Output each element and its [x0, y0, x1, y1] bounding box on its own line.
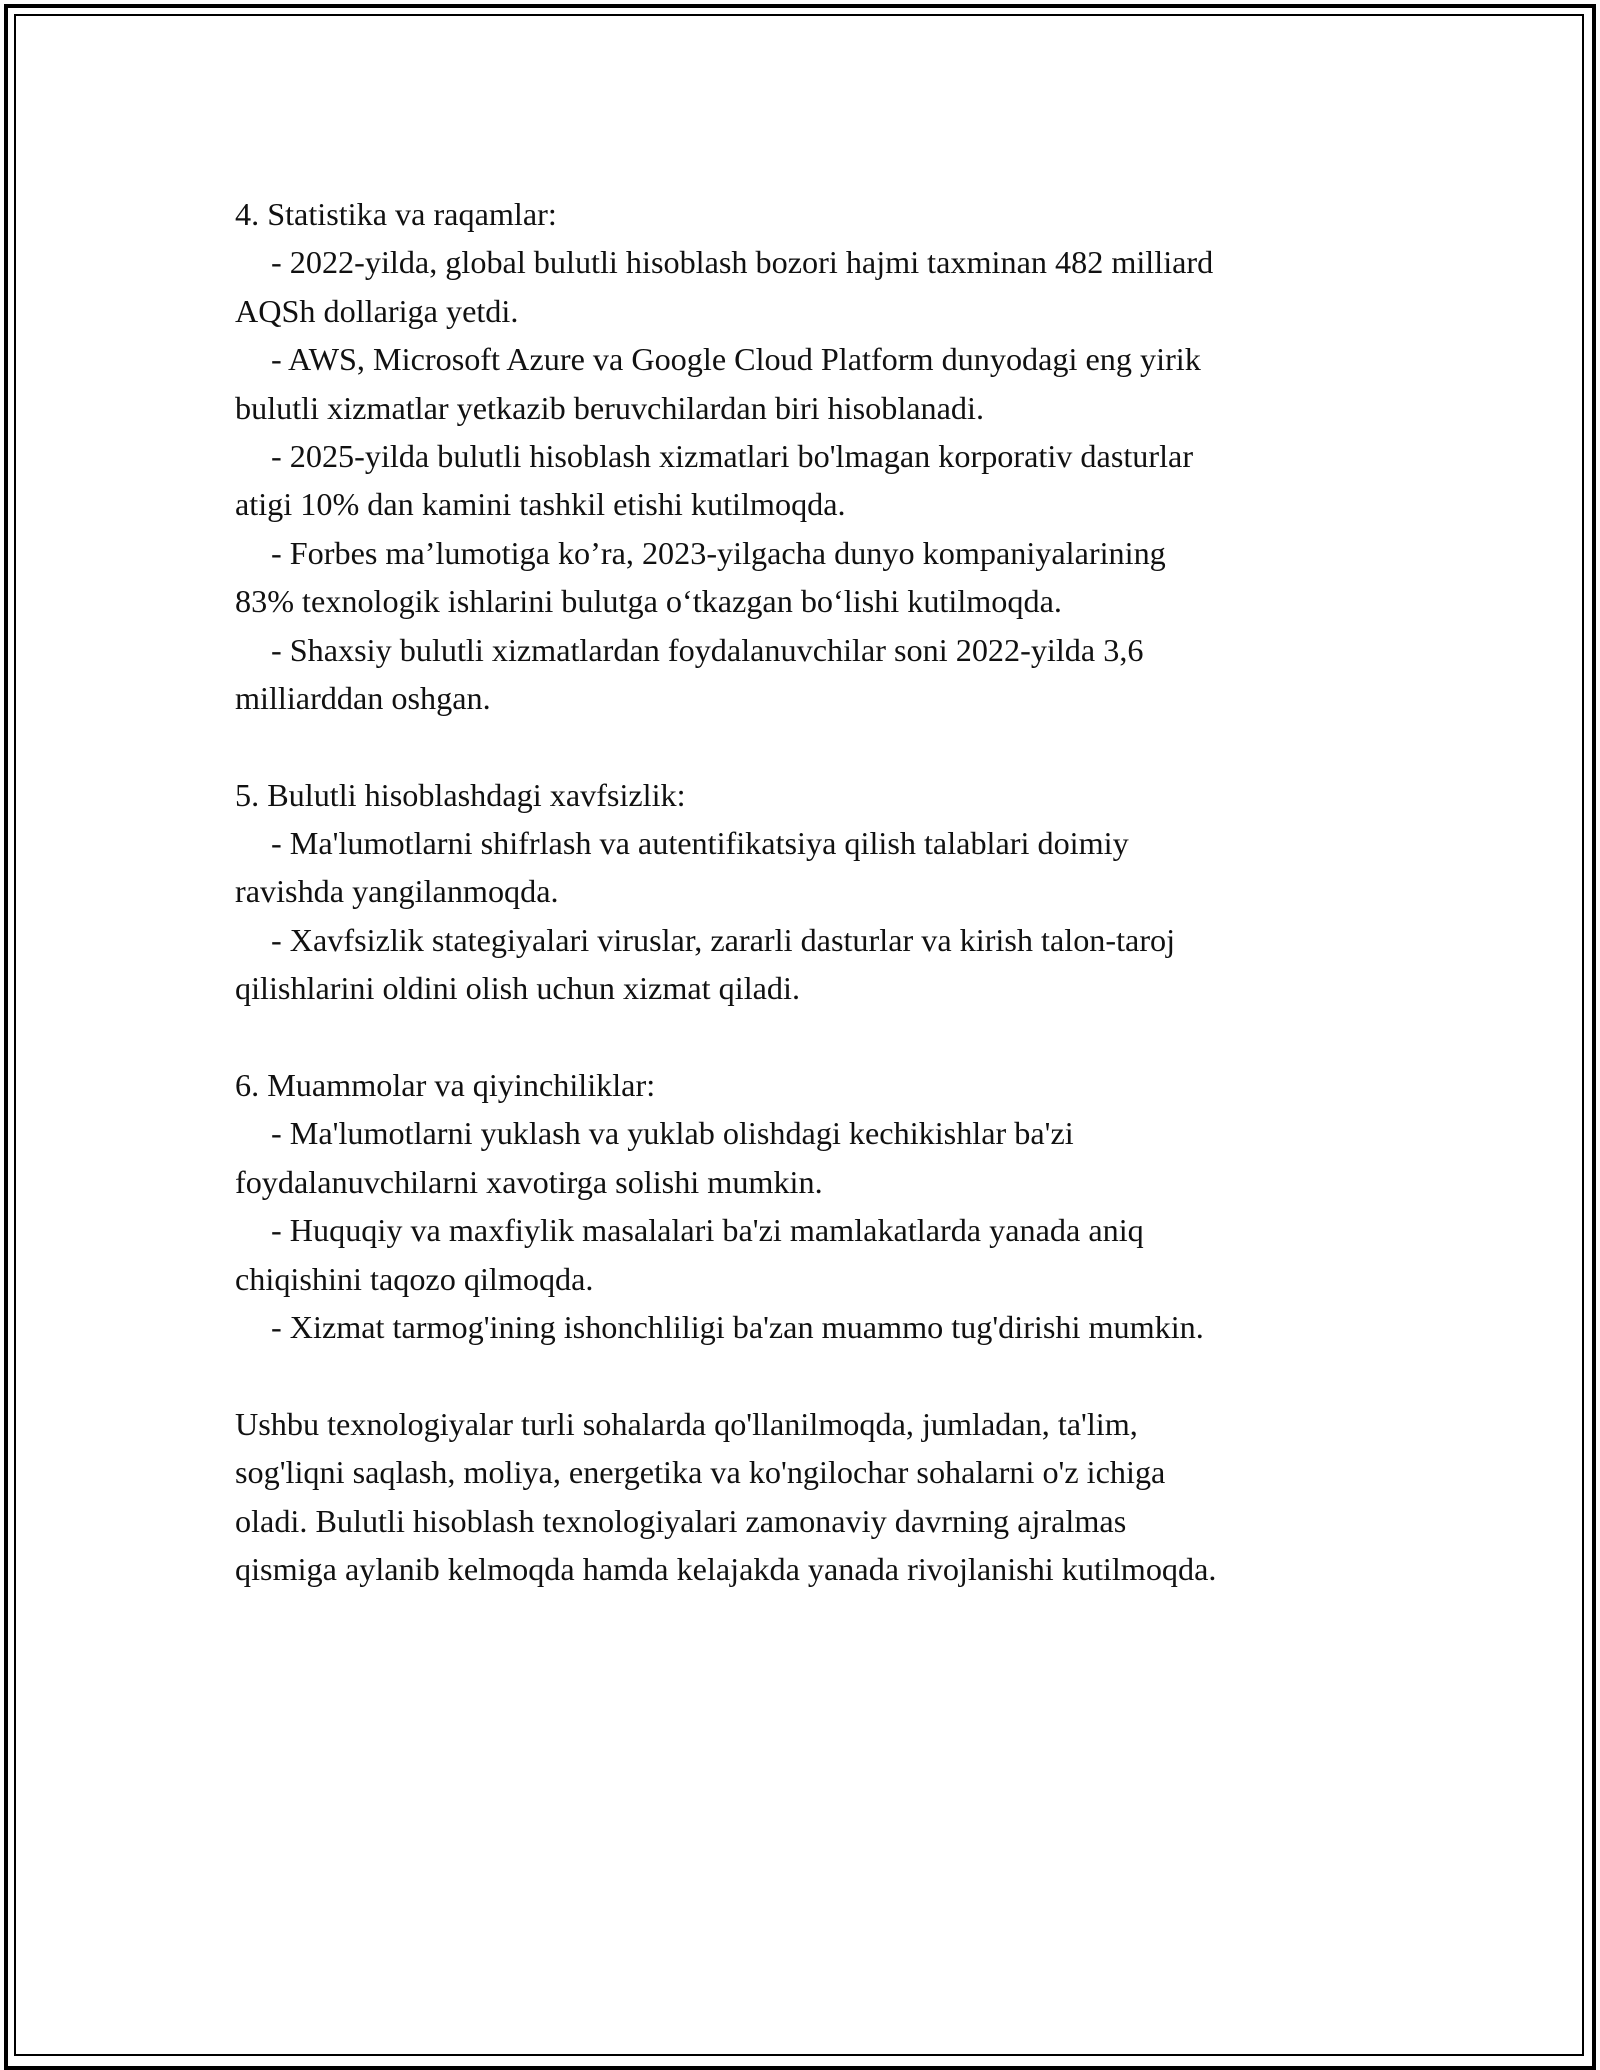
section-heading: 4. Statistika va raqamlar: — [235, 196, 557, 232]
bullet-line: - Forbes ma’lumotiga ko’ra, 2023-yilgacha dunyo kompaniyalarining — [271, 534, 1166, 571]
conclusion-line: sog'liqni saqlash, moliya, energetika va ko'ngilochar sohalarni o'z ichiga — [235, 1454, 1166, 1491]
bullet-line: - Ma'lumotlarni yuklash va yuklab olishdagi kechikishlar ba'zi — [271, 1115, 1074, 1152]
text-line: AQSh dollariga yetdi. — [235, 292, 519, 329]
text-line: bulutli xizmatlar yetkazib beruvchilardan biri hisoblanadi. — [235, 389, 985, 426]
text-line: chiqishini taqozo qilmoqda. — [235, 1260, 594, 1297]
blank-line — [235, 1013, 1385, 1061]
text-line: qilishlarini oldini olish uchun xizmat qiladi. — [235, 970, 801, 1007]
bullet-line: - 2025-yilda bulutli hisoblash xizmatlari bo'lmagan korporativ dasturlar — [271, 437, 1194, 474]
blank-line — [235, 722, 1385, 770]
bullet-line: - Ma'lumotlarni shifrlash va autentifikatsiya qilish talablari doimiy — [271, 825, 1129, 862]
document-body — [235, 190, 1385, 1593]
text-line: atigi 10% dan kamini tashkil etishi kutilmoqda. — [235, 486, 846, 523]
conclusion-line: oladi. Bulutli hisoblash texnologiyalari zamonaviy davrning ajralmas — [235, 1502, 1127, 1539]
text-line: 83% texnologik ishlarini bulutga o‘tkazgan bo‘lishi kutilmoqda. — [235, 583, 1062, 620]
text-line: ravishda yangilanmoqda. — [235, 873, 559, 910]
section-heading: 6. Muammolar va qiyinchiliklar: — [235, 1067, 656, 1104]
text-line: foydalanuvchilarni xavotirga solishi mumkin. — [235, 1163, 823, 1200]
bullet-line: - Huquqiy va maxfiylik masalalari ba'zi mamlakatlarda yanada aniq — [271, 1212, 1144, 1249]
bullet-line: - 2022-yilda, global bulutli hisoblash bozori hajmi taxminan 482 milliard — [271, 244, 1214, 281]
bullet-line: - Xavfsizlik stategiyalari viruslar, zararli dasturlar va kirish talon-taroj — [271, 921, 1176, 958]
text-line: milliarddan oshgan. — [235, 679, 491, 716]
conclusion-line: Ushbu texnologiyalar turli sohalarda qo'llanilmoqda, jumladan, ta'lim, — [235, 1405, 1138, 1442]
bullet-line: - Shaxsiy bulutli xizmatlardan foydalanuvchilar soni 2022-yilda 3,6 — [271, 631, 1144, 668]
conclusion-line: qismiga aylanib kelmoqda hamda kelajakda yanada rivojlanishi kutilmoqda. — [235, 1550, 1217, 1587]
bullet-line: - Xizmat tarmog'ining ishonchliligi ba'zan muammo tug'dirishi mumkin. — [271, 1308, 1204, 1345]
section-heading: 5. Bulutli hisoblashdagi xavfsizlik: — [235, 776, 686, 813]
blank-line — [235, 1351, 1385, 1399]
bullet-line: - AWS, Microsoft Azure va Google Cloud Platform dunyodagi eng yirik — [271, 341, 1201, 378]
